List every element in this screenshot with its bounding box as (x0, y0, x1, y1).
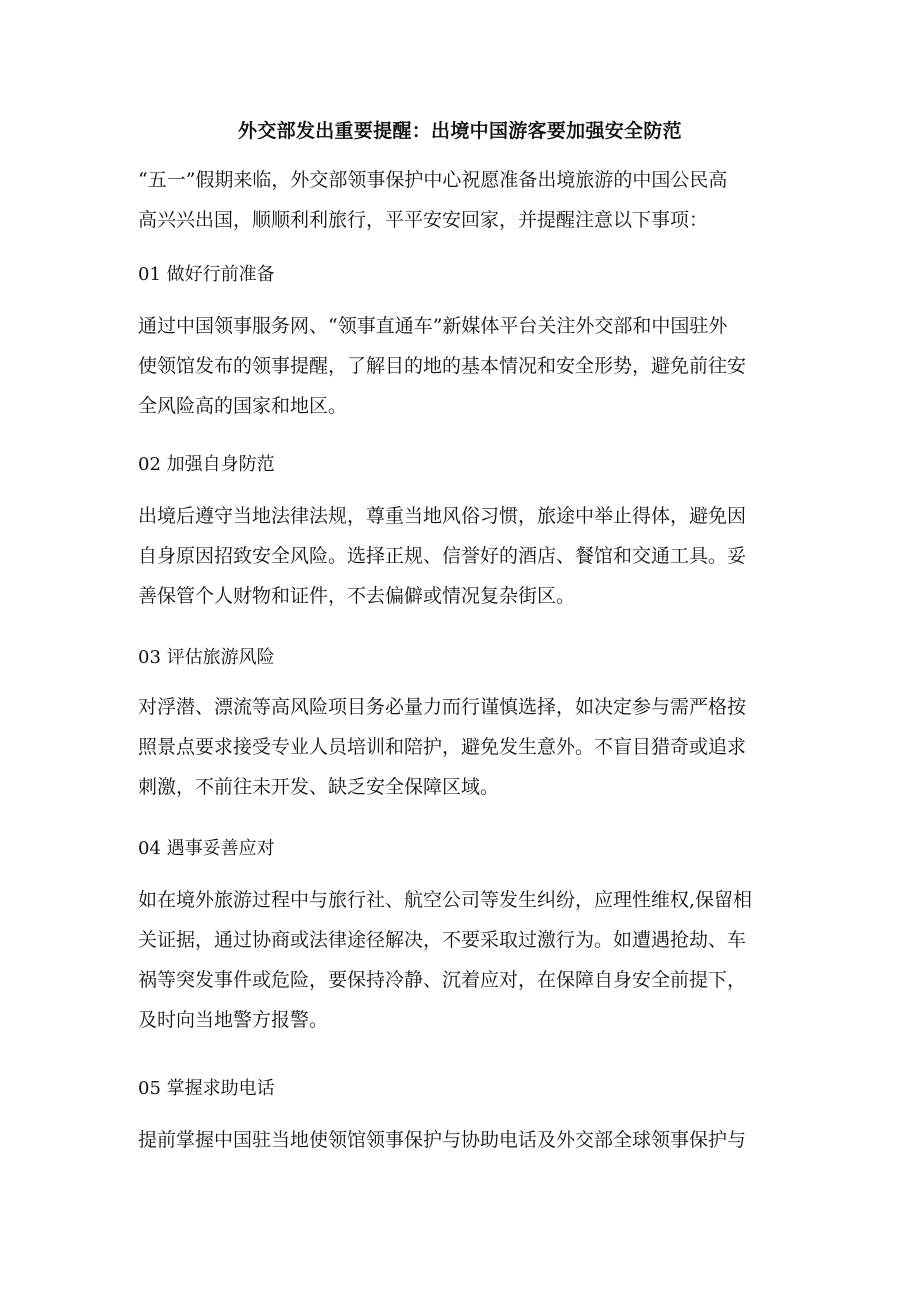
paragraph-line: 祸等突发事件或危险，要保持冷静、沉着应对，在保障自身安全前提下， (138, 969, 747, 991)
paragraph-line: 使领馆发布的领事提醒，了解目的地的基本情况和安全形势，避免前往安 (138, 355, 747, 377)
section-paragraph-05 (138, 1120, 788, 1160)
section-paragraph-01 (138, 306, 788, 426)
paragraph-line: 如在境外旅游过程中与旅行社、航空公司等发生纠纷，应理性维权,保留相 (138, 889, 753, 911)
paragraph-line: 出境后遵守当地法律法规，尊重当地风俗习惯，旅途中举止得体，避免因 (138, 505, 747, 527)
section-heading-05: 05 掌握求助电话 (138, 1078, 275, 1099)
paragraph-line: 及时向当地警方报警。 (138, 1009, 329, 1031)
paragraph-line: 自身原因招致安全风险。选择正规、信誉好的酒店、餐馆和交通工具。妥 (138, 545, 747, 567)
section-paragraph-02 (138, 496, 788, 616)
document-title: 外交部发出重要提醒：出境中国游客要加强安全防范 (238, 120, 682, 142)
intro-line: 高兴兴出国，顺顺利利旅行，平平安安回家，并提醒注意以下事项： (138, 209, 709, 231)
paragraph-line: 善保管个人财物和证件，不去偏僻或情况复杂街区。 (138, 585, 576, 607)
paragraph-line: 关证据，通过协商或法律途径解决，不要采取过激行为。如遭遇抢劫、车 (138, 929, 747, 951)
paragraph-line: 通过中国领事服务网、“领事直通车”新媒体平台关注外交部和中国驻外 (138, 315, 728, 337)
section-paragraph-03 (138, 687, 788, 807)
section-heading-03: 03 评估旅游风险 (138, 647, 275, 668)
intro-line: “五一”假期来临，外交部领事保护中心祝愿准备出境旅游的中国公民高 (138, 169, 728, 191)
paragraph-line: 对浮潜、漂流等高风险项目务必量力而行谨慎选择，如决定参与需严格按 (138, 696, 747, 718)
section-heading-02: 02 加强自身防范 (138, 454, 275, 475)
paragraph-line: 照景点要求接受专业人员培训和陪护，避免发生意外。不盲目猎奇或追求 (138, 736, 747, 758)
section-paragraph-04 (138, 880, 788, 1040)
paragraph-line: 全风险高的国家和地区。 (138, 395, 348, 417)
section-heading-01: 01 做好行前准备 (138, 264, 275, 285)
paragraph-line: 刺激，不前往未开发、缺乏安全保障区域。 (138, 776, 500, 798)
section-heading-04: 04 遇事妥善应对 (138, 838, 275, 859)
paragraph-line: 提前掌握中国驻当地使领馆领事保护与协助电话及外交部全球领事保护与 (138, 1129, 747, 1151)
intro-paragraph (138, 160, 788, 240)
